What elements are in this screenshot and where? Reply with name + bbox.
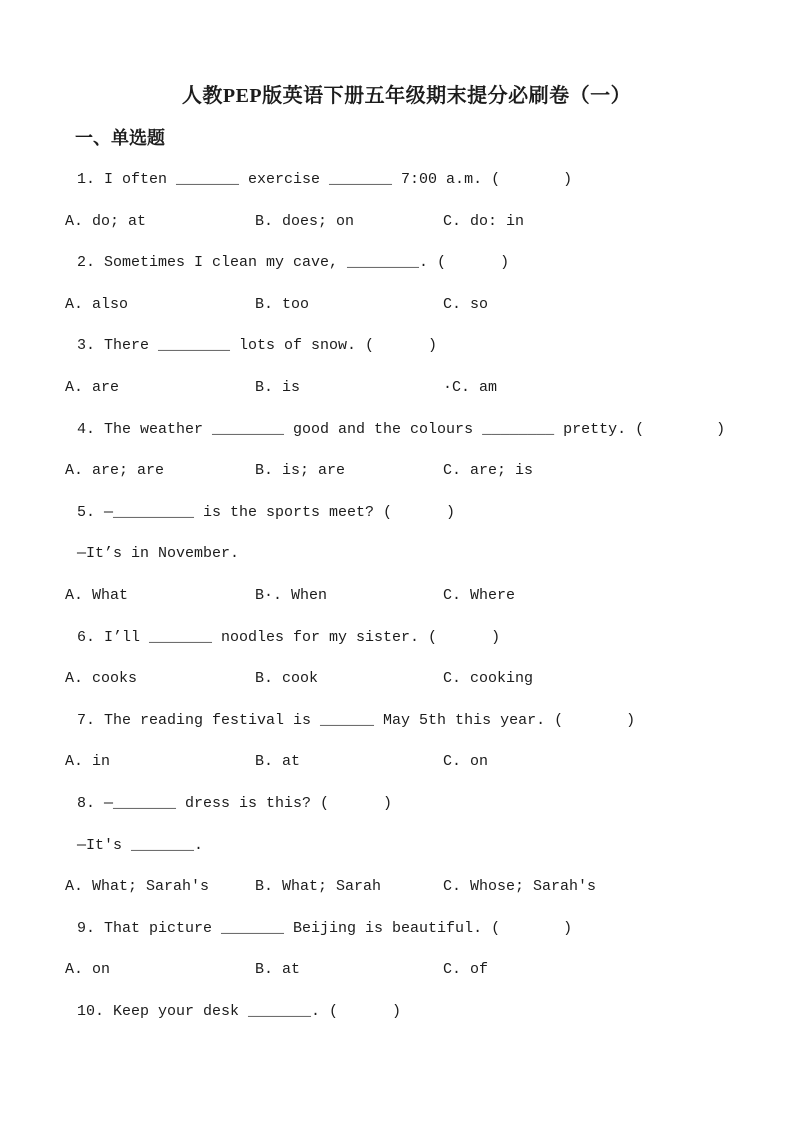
options-row	[65, 450, 748, 492]
question-stem: 4. The weather ________ good and the colours ________ pretty. ( )	[77, 420, 726, 438]
question-block	[65, 492, 748, 617]
option-b: B. What; Sarah	[255, 878, 382, 896]
option-b: B. too	[255, 295, 310, 313]
option-c: C. of	[443, 961, 489, 979]
option-b: B. does; on	[255, 212, 355, 230]
option-a: A. What	[65, 586, 129, 604]
option-b: B. at	[255, 753, 301, 771]
question-stem: 1. I often _______ exercise _______ 7:00 a.m. ( )	[77, 171, 573, 188]
question-stem: 9. That picture _______ Beijing is beautiful. ( )	[77, 919, 573, 937]
options-row	[65, 575, 748, 617]
question-stem: 2. Sometimes I clean my cave, ________. ( )	[77, 254, 510, 272]
option-a: A. do; at	[65, 212, 147, 230]
option-b: B·. When	[255, 586, 328, 604]
options-row	[65, 741, 748, 783]
question-stem: 5. —_________ is the sports meet? ( )	[77, 503, 456, 521]
page-title: 人教PEP版英语下册五年级期末提分必刷卷（一）	[181, 85, 632, 107]
option-a: A. on	[65, 961, 111, 979]
question-stem: 10. Keep your desk _______. ( )	[77, 1002, 402, 1020]
option-c: C. Whose; Sarah's	[443, 878, 597, 896]
option-a: A. also	[65, 295, 129, 313]
option-a: A. cooks	[65, 670, 138, 688]
option-b: B. cook	[255, 670, 319, 688]
question-stem: 8. —_______ dress is this? ( )	[77, 794, 393, 812]
options-row	[65, 866, 748, 908]
option-a: A. What; Sarah's	[65, 878, 210, 896]
question-block	[65, 783, 748, 908]
question-block	[65, 617, 748, 700]
option-c: C. cooking	[443, 670, 534, 688]
options-row	[65, 284, 748, 326]
option-a: A. in	[65, 753, 111, 771]
option-a: A. are	[65, 378, 120, 396]
option-c: ·C. am	[443, 378, 498, 396]
section-heading: 一、单选题	[75, 128, 165, 148]
option-a: A. are; are	[65, 462, 165, 480]
option-b: B. at	[255, 961, 301, 979]
options-row	[65, 367, 748, 409]
answer-reply-line: —It’s in November.	[77, 545, 240, 563]
question-stem: 3. There ________ lots of snow. ( )	[77, 337, 438, 355]
question-block	[65, 325, 748, 408]
option-b: B. is	[255, 378, 301, 396]
option-c: C. so	[443, 295, 489, 313]
options-row	[65, 949, 748, 991]
option-c: C. on	[443, 753, 489, 771]
question-list	[65, 159, 748, 1032]
question-block	[65, 991, 748, 1033]
question-block	[65, 700, 748, 783]
question-block	[65, 908, 748, 991]
question-block	[65, 242, 748, 325]
question-block	[65, 409, 748, 492]
question-block	[65, 159, 748, 242]
question-stem: 6. I’ll _______ noodles for my sister. ( )	[77, 628, 501, 646]
option-c: C. Where	[443, 586, 516, 604]
options-row	[65, 658, 748, 700]
option-c: C. are; is	[443, 462, 534, 480]
option-b: B. is; are	[255, 462, 346, 480]
options-row	[65, 201, 748, 243]
option-c: C. do: in	[443, 212, 525, 230]
answer-reply-line: —It's _______.	[77, 836, 204, 854]
question-stem: 7. The reading festival is ______ May 5th this year. ( )	[77, 711, 636, 729]
